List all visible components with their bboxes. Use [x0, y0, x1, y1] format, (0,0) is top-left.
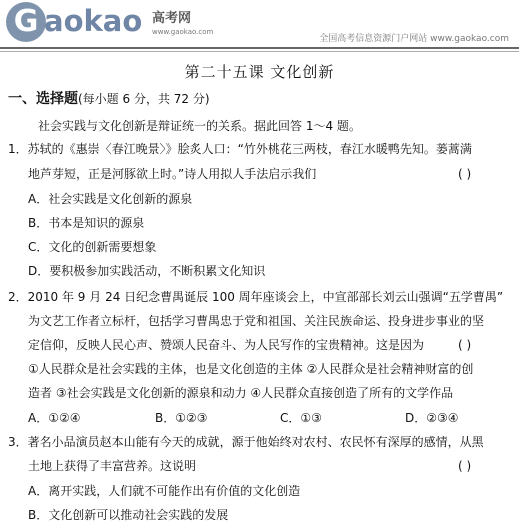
page-header — [0, 0, 519, 50]
q2-option-d: D．②③④ — [405, 411, 459, 425]
q2-option-b: B．①②③ — [155, 411, 208, 425]
q2-statement-line2: 造者 ③社会实践是文化创新的源泉和动力 ④人民群众直接创造了所有的文学作品 — [28, 386, 454, 400]
section-heading-text: 一、选择题 — [8, 91, 78, 107]
logo-chinese-name: 高考网 — [152, 11, 192, 26]
lesson-title: 第二十五课 文化创新 — [184, 63, 335, 81]
q3-option-a: A．离开实践，人们就不可能作出有价值的文化创造 — [28, 484, 301, 498]
logo-domain: www.gaokao.com — [152, 28, 214, 36]
q2-answer-blank: ( ) — [458, 338, 472, 352]
logo-wordmark[interactable]: aokao — [44, 4, 143, 38]
q3-answer-blank: ( ) — [458, 459, 472, 473]
header-divider — [0, 47, 519, 49]
q1-option-d: D．要积极参加实践活动，不断积累文化知识 — [28, 264, 266, 278]
section-score-note: (每小题 6 分，共 72 分) — [78, 92, 210, 106]
q2-stem-line2: 为文艺工作者立标杆，包括学习曹禺忠于党和祖国、关注民族命运、投身进步事业的坚 — [28, 314, 485, 328]
q1-stem-line1: 1．苏轼的《惠崇〈春江晚景〉》脍炙人口：“竹外桃花三两枝，春江水暖鸭先知。蒌蒿满 — [8, 142, 472, 156]
q1-option-c: C．文化的创新需要想象 — [28, 240, 157, 254]
header-divider-thin — [0, 51, 519, 52]
q1-option-a: A．社会实践是文化创新的源泉 — [28, 192, 193, 206]
q1-answer-blank: ( ) — [458, 167, 472, 181]
q1-option-b: B．书本是知识的源泉 — [28, 216, 145, 230]
q1-stem-line2: 地芦芽短，正是河豚欲上时。”诗人用拟人手法启示我们 — [28, 167, 317, 181]
header-tagline: 全国高考信息资源门户网站 www.gaokao.com — [319, 34, 509, 44]
q3-option-b: B．文化创新可以推动社会实践的发展 — [28, 508, 229, 522]
gaokao-logo-icon[interactable]: G — [6, 2, 46, 42]
q3-stem-line1: 3．著名小品演员赵本山能有今天的成就，源于他始终对农村、农民怀有深厚的感情，从黑 — [8, 435, 484, 449]
q2-option-a: A．①②④ — [28, 411, 81, 425]
q2-option-c: C．①③ — [280, 411, 322, 425]
q2-statement-line1: ①人民群众是社会实践的主体，也是文化创造的主体 ②人民群众是社会精神财富的创 — [28, 362, 474, 376]
q2-stem-line1: 2．2010 年 9 月 24 日纪念曹禺诞辰 100 周年座谈会上，中宣部部长刘云山强调“五学曹禺” — [8, 290, 504, 304]
intro-text: 社会实践与文化创新是辩证统一的关系。据此回答 1～4 题。 — [38, 119, 361, 133]
q2-stem-line3: 定信仰，反映人民心声、赞颂人民奋斗、为人民写作的宝贵精神。这是因为 — [28, 338, 425, 352]
section-heading — [8, 90, 210, 108]
q3-stem-line2: 土地上获得了丰富营养。这说明 — [28, 459, 197, 473]
